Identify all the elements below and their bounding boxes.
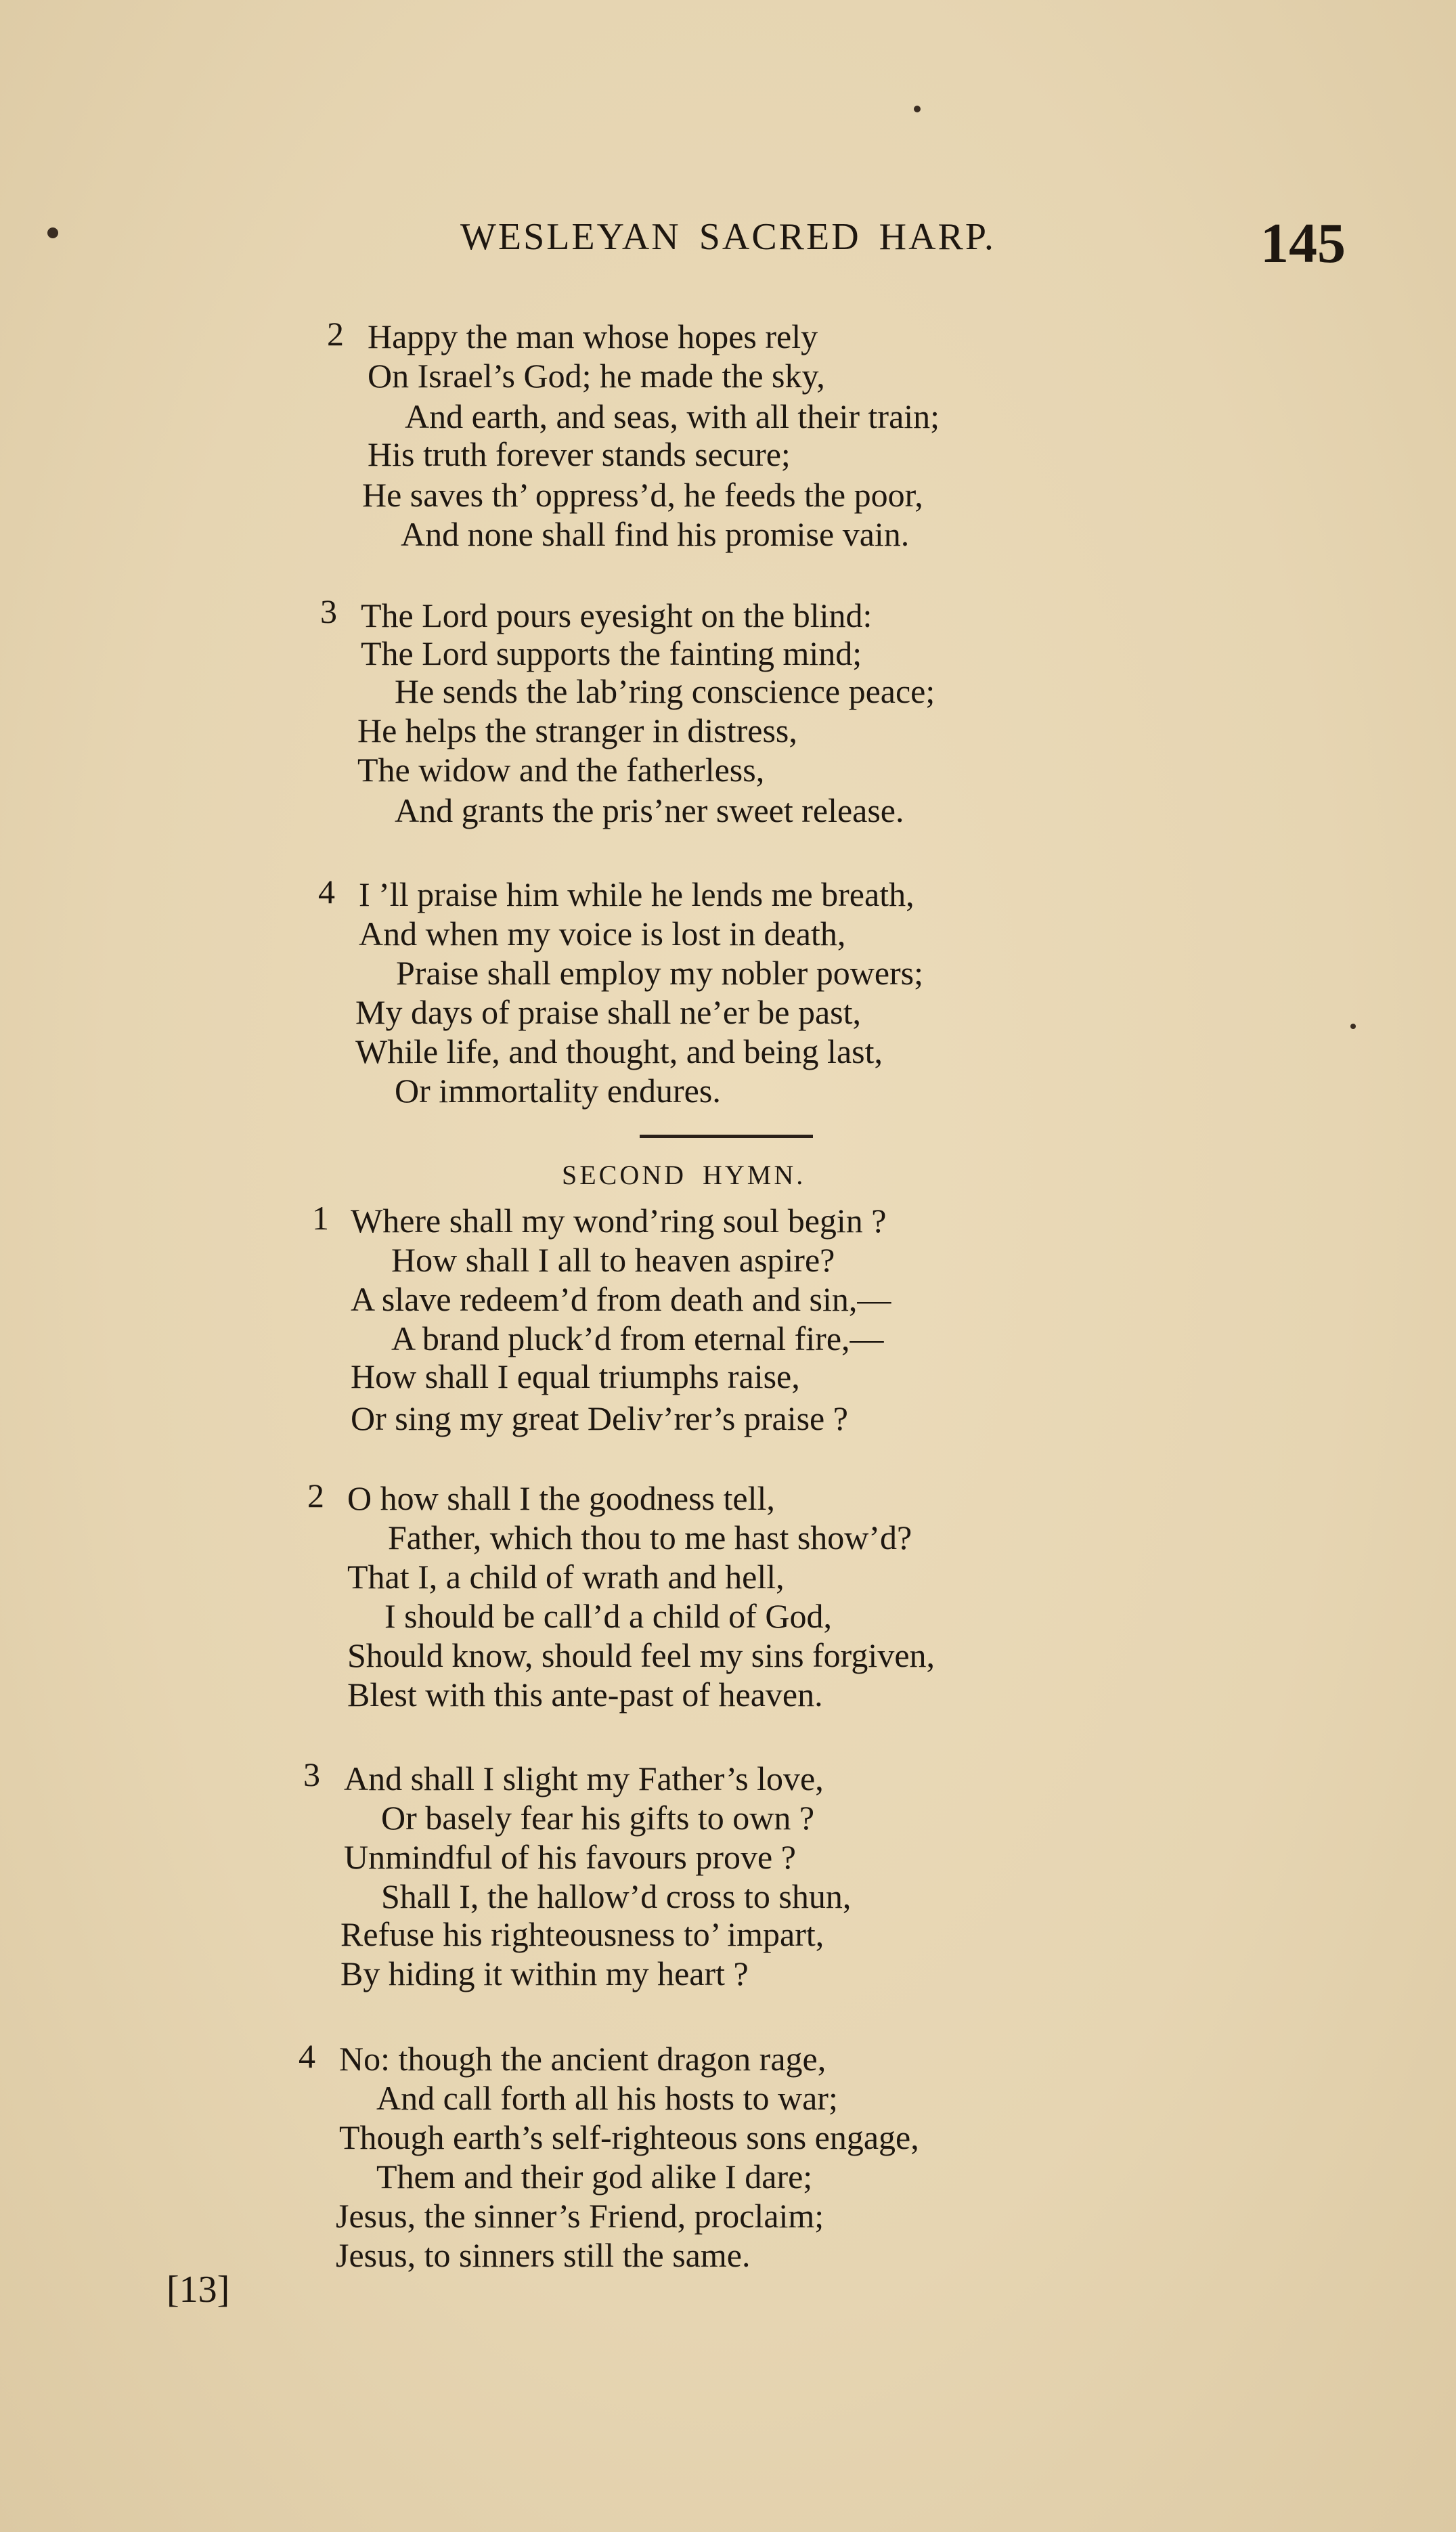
section-divider	[640, 1135, 813, 1138]
verse-line: Jesus, to sinners still the same.	[336, 2236, 751, 2274]
verse-line: A brand pluck’d from eternal fire,—	[391, 1319, 884, 1357]
ink-speck	[47, 227, 58, 238]
verse-line: And grants the pris’ner sweet release.	[395, 791, 904, 829]
ink-speck	[914, 106, 921, 112]
stanza-number: 3	[320, 592, 337, 630]
stanza-number: 4	[299, 2037, 315, 2075]
page-number: 145	[1260, 212, 1346, 275]
verse-line: Or basely fear his gifts to own ?	[381, 1799, 815, 1837]
stanza-number: 4	[318, 873, 335, 911]
running-title: WESLEYAN SACRED HARP.	[460, 216, 996, 258]
ink-speck	[1350, 1024, 1356, 1029]
verse-line: Happy the man whose hopes rely	[368, 318, 818, 355]
verse-line: Should know, should feel my sins forgiven,	[347, 1636, 935, 1674]
verse-line: Though earth’s self-righteous sons engage,	[339, 2118, 919, 2156]
verse-line: How shall I all to heaven aspire?	[391, 1241, 835, 1279]
stanza-number: 1	[312, 1199, 329, 1237]
verse-line: On Israel’s God; he made the sky,	[368, 357, 825, 395]
verse-line: Praise shall employ my nobler powers;	[396, 954, 924, 992]
stanza-number: 2	[307, 1477, 324, 1514]
section-title: SECOND HYMN.	[562, 1160, 806, 1190]
verse-line: No: though the ancient dragon rage,	[339, 2040, 826, 2078]
verse-line: By hiding it within my heart ?	[340, 1955, 749, 1992]
verse-line: While life, and thought, and being last,	[355, 1032, 883, 1070]
signature-mark: [13]	[167, 2269, 230, 2311]
verse-line: Refuse his righteousness to’ impart,	[340, 1915, 824, 1953]
verse-line: My days of praise shall ne’er be past,	[355, 993, 861, 1031]
verse-line: Them and their god alike I dare;	[376, 2158, 813, 2196]
verse-line: The Lord pours eyesight on the blind:	[361, 596, 873, 634]
verse-line: Blest with this ante-past of heaven.	[347, 1676, 823, 1714]
verse-line: Or immortality endures.	[395, 1072, 721, 1110]
verse-line: I should be call’d a child of God,	[384, 1597, 832, 1635]
stanza-number: 3	[303, 1755, 320, 1793]
verse-line: And none shall find his promise vain.	[401, 515, 910, 553]
verse-line: Jesus, the sinner’s Friend, proclaim;	[336, 2197, 824, 2235]
verse-line: Father, which thou to me hast show’d?	[388, 1519, 912, 1556]
verse-line: And shall I slight my Father’s love,	[344, 1760, 824, 1797]
verse-line: And earth, and seas, with all their train;	[405, 397, 940, 435]
stanza-number: 2	[327, 315, 344, 353]
verse-line: A slave redeem’d from death and sin,—	[351, 1280, 891, 1318]
verse-line: Unmindful of his favours prove ?	[344, 1838, 796, 1876]
verse-line: He helps the stranger in distress,	[357, 712, 797, 749]
verse-line: Shall I, the hallow’d cross to shun,	[381, 1877, 852, 1915]
verse-line: How shall I equal triumphs raise,	[351, 1357, 800, 1395]
verse-line: The Lord supports the fainting mind;	[361, 634, 862, 672]
verse-line: He sends the lab’ring conscience peace;	[395, 672, 935, 710]
verse-line: Where shall my wond’ring soul begin ?	[351, 1202, 887, 1240]
verse-line: His truth forever stands secure;	[368, 435, 791, 473]
verse-line: I ’ll praise him while he lends me breath,	[359, 875, 914, 913]
verse-line: The widow and the fatherless,	[357, 751, 765, 789]
verse-line: O how shall I the goodness tell,	[347, 1479, 775, 1517]
verse-line: Or sing my great Deliv’rer’s praise ?	[351, 1399, 848, 1437]
verse-line: And when my voice is lost in death,	[359, 915, 846, 953]
verse-line: That I, a child of wrath and hell,	[347, 1558, 785, 1596]
verse-line: And call forth all his hosts to war;	[376, 2079, 838, 2117]
verse-line: He saves th’ oppress’d, he feeds the poor,	[362, 476, 923, 514]
